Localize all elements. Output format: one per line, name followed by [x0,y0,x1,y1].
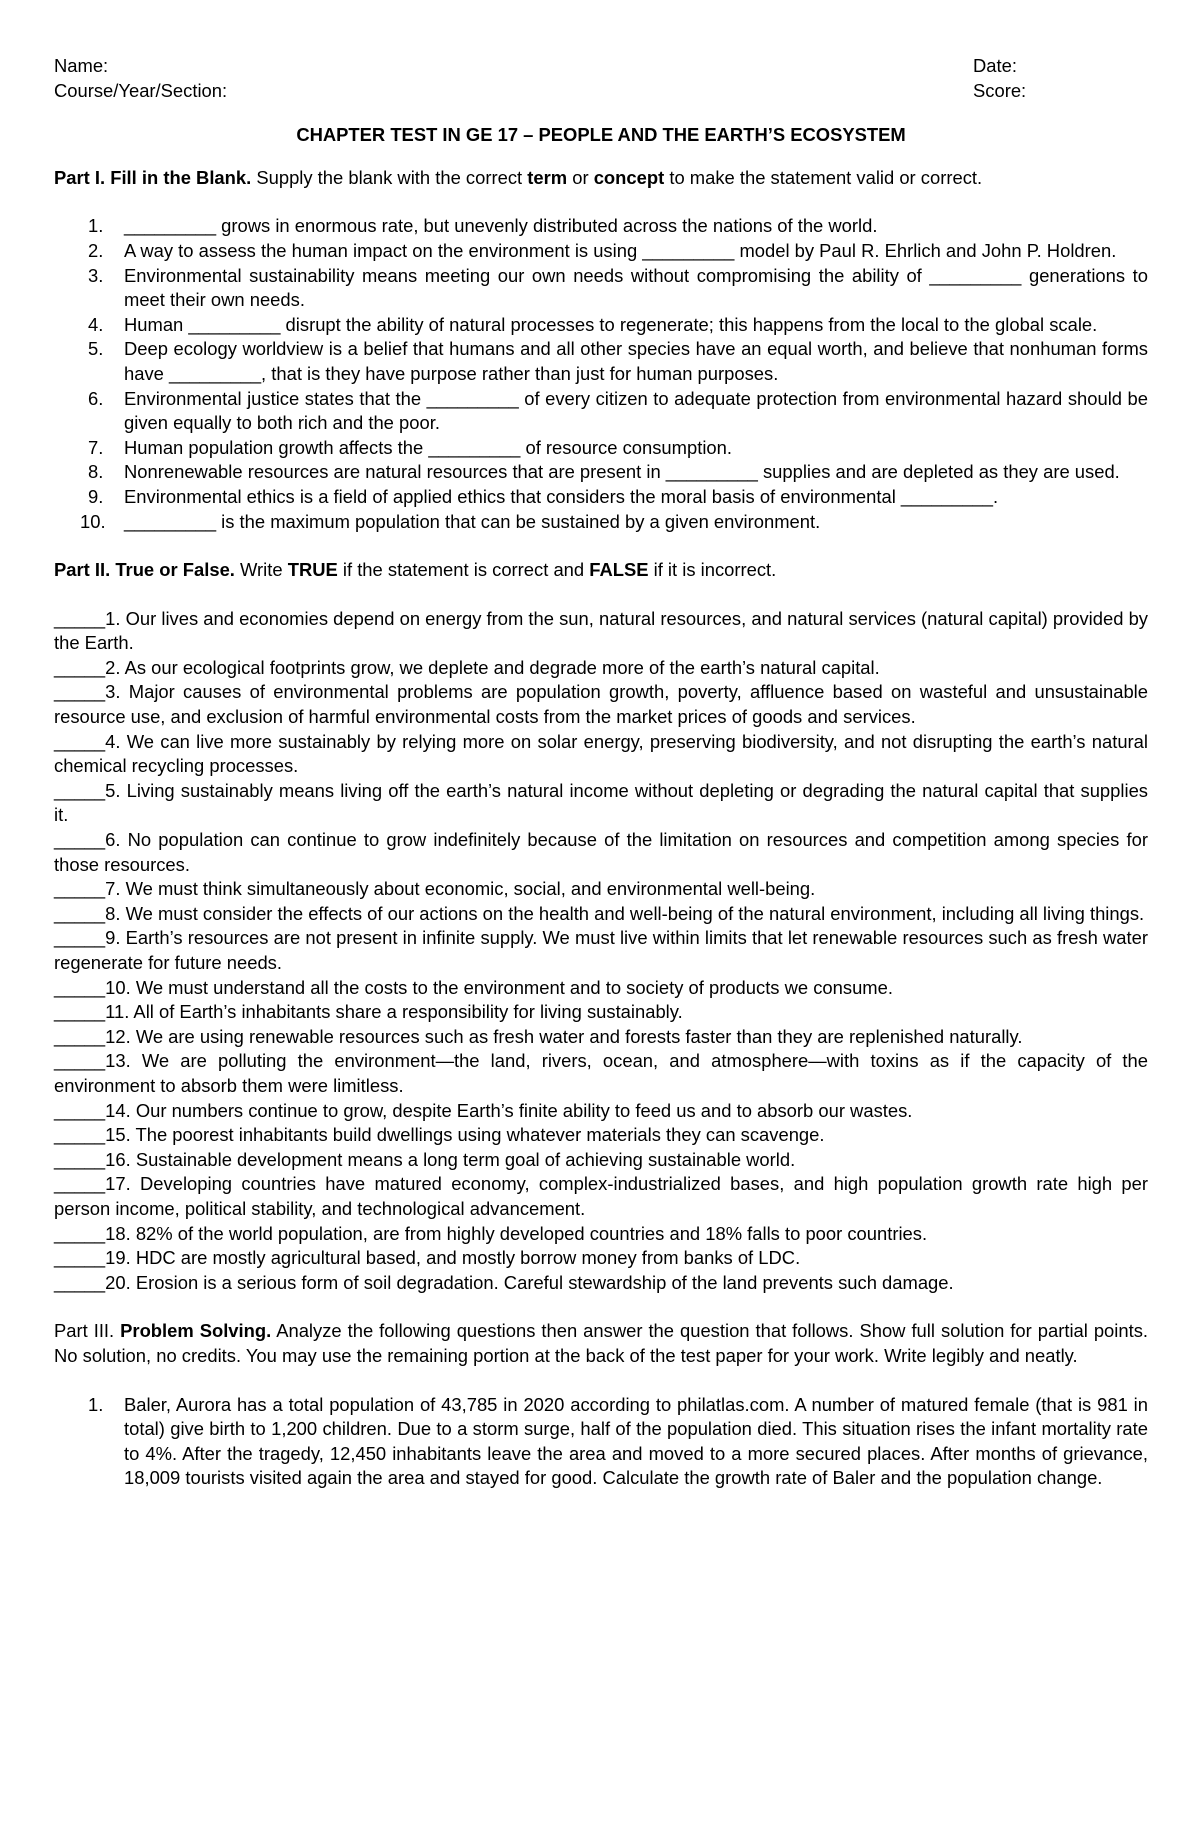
fill-item [54,510,1148,535]
tf-item: _____11. All of Earth’s inhabitants share a responsibility for living sustainably. [54,1001,683,1023]
tf-item: _____19. HDC are mostly agricultural based, and mostly borrow money from banks of LDC. [54,1247,801,1269]
name-label: Name: [54,55,109,76]
tf-item: _____10. We must understand all the costs to the environment and to society of products we consume. [54,976,893,998]
item-text: Environmental justice states that the _________ of every citizen to adequate protection from environmental hazard should be given equally to both rich and the poor. [124,387,1148,434]
tf-item: _____1. Our lives and economies depend on energy from the sun, natural resources, and natural services (natural capital) provided by the Earth. [54,607,1148,654]
fill-item [54,264,1148,313]
tf-item: _____6. No population can continue to grow indefinitely because of the limitation on resources and competition among species for those resources. [54,829,1148,875]
tf-item: _____2. As our ecological footprints grow, we deplete and degrade more of the earth’s natural capital. [54,656,880,678]
fill-item [54,337,1148,386]
header-fields [54,54,1148,103]
header-right [973,54,1148,103]
item-text: Baler, Aurora has a total population of 43,785 in 2020 according to philatlas.com. A number of matured female (that is 981 in total) give birth to 1,200 children. Due to a storm surge, half of the population died. This situation rises the infant mortality rate to 4%. After the tragedy, 12,450 inhabitants leave the area and moved to a more secured places. After months of grievance, 18,009 tourists visited again the area and stayed for good. Calculate the growth rate of Baler and the population change. [124,1393,1148,1489]
fill-item [54,387,1148,436]
part1-instr-c: to make the statement valid or correct. [664,166,983,188]
item-number: 10. [80,510,106,532]
item-number: 1. [88,215,104,237]
test-title: CHAPTER TEST IN GE 17 – PEOPLE AND THE EARTH’S ECOSYSTEM [296,124,906,146]
part1-heading [54,166,1148,191]
tf-item: _____3. Major causes of environmental problems are population growth, poverty, affluence based on wasteful and unsustainable resource use, and exclusion of harmful environmental costs from the market prices of goods and services. [54,681,1148,728]
part1-term: term [527,166,568,188]
date-label: Date: [973,55,1017,76]
item-number: 1. [88,1393,104,1415]
tf-item: _____17. Developing countries have matured economy, complex-industrialized bases, and high population growth rate high per person income, political stability, and technological advancement. [54,1173,1148,1219]
item-text: Deep ecology worldview is a belief that humans and all other species have an equal worth, and believe that nonhuman forms have _________, that is they have purpose rather than just for human purposes. [124,338,1148,384]
fill-item [54,460,1148,485]
tf-item: _____15. The poorest inhabitants build dwellings using whatever materials they can scavenge. [54,1124,825,1146]
part2-list [54,607,1148,1296]
item-number: 2. [88,239,104,261]
part2-instr-a: Write [234,559,288,581]
item-text: _________ grows in enormous rate, but unevenly distributed across the nations of the world. [124,215,878,237]
item-number: 9. [88,485,104,507]
part2-instr-c: if it is incorrect. [648,559,777,581]
fill-item [54,436,1148,461]
item-text: A way to assess the human impact on the environment is using _________ model by Paul R. Ehrlich and John P. Holdren. [124,239,1117,261]
part2-instr-b: if the statement is correct and [337,559,590,581]
item-number: 6. [88,387,104,409]
tf-item: _____9. Earth’s resources are not present in infinite supply. We must live within limits that let renewable resources such as fresh water regenerate for future needs. [54,927,1148,973]
tf-item: _____5. Living sustainably means living off the earth’s natural income without depleting or degrading the natural capital that supplies it. [54,779,1148,826]
part3-instr: Analyze the following questions then answer the question that follows. Show full solution for partial points. No solution, no credits. You may use the remaining portion at the back of the test paper for your work. Write legibly and neatly. [54,1320,1149,1366]
part3-list [54,1393,1148,1491]
item-number: 4. [88,313,104,335]
tf-item: _____13. We are polluting the environment—the land, rivers, ocean, and atmosphere—with toxins as if the capacity of the environment to absorb them were limitless. [54,1050,1148,1096]
part1-concept: concept [593,166,665,188]
fill-item [54,485,1148,510]
part2-false-word: FALSE [589,559,649,581]
part3-heading [54,1319,1148,1368]
item-text: Human _________ disrupt the ability of natural processes to regenerate; this happens from the local to the global scale. [124,313,1098,335]
item-number: 3. [88,264,104,286]
tf-item: _____4. We can live more sustainably by relying more on solar energy, preserving biodiversity, and not disrupting the earth’s natural chemical recycling processes. [54,730,1148,777]
tf-item: _____7. We must think simultaneously about economic, social, and environmental well-being. [54,878,816,900]
score-label: Score: [973,79,1027,101]
tf-item: _____18. 82% of the world population, are from highly developed countries and 18% falls to poor countries. [54,1222,928,1244]
fill-item [54,239,1148,264]
item-text: Environmental sustainability means meeting our own needs without compromising the ability of _________ generations to meet their own needs. [124,264,1148,311]
course-label: Course/Year/Section: [54,79,228,101]
part2-title: Part II. True or False. [54,559,235,581]
item-text: Nonrenewable resources are natural resources that are present in _________ supplies and are depleted as they are used. [124,461,1120,483]
part1-list [54,214,1148,534]
item-text: _________ is the maximum population that can be sustained by a given environment. [124,510,821,532]
tf-item: _____16. Sustainable development means a long term goal of achieving sustainable world. [54,1148,796,1170]
part1-instr-b: or [567,166,594,188]
item-number: 8. [88,461,104,483]
header-left [54,54,227,103]
part2-heading [54,558,1148,583]
part2-true-word: TRUE [287,559,338,581]
tf-item: _____14. Our numbers continue to grow, despite Earth’s finite ability to feed us and to absorb our wastes. [54,1099,913,1121]
item-number: 7. [88,436,104,458]
item-number: 5. [88,338,104,360]
fill-item [54,313,1148,338]
tf-item: _____12. We are using renewable resources such as fresh water and forests faster than they are replenished naturally. [54,1025,1023,1047]
fill-item [54,214,1148,239]
item-text: Environmental ethics is a field of applied ethics that considers the moral basis of environmental _________. [124,485,999,507]
item-text: Human population growth affects the _________ of resource consumption. [124,436,732,458]
part1-title: Part I. Fill in the Blank. [54,166,252,188]
part3-title: Problem Solving. [120,1320,272,1342]
part3-prefix: Part III. [54,1320,121,1342]
tf-item: _____8. We must consider the effects of our actions on the health and well-being of the natural environment, including all living things. [54,902,1145,924]
part1-instr-a: Supply the blank with the correct [251,166,528,188]
problem-item [54,1393,1148,1491]
tf-item: _____20. Erosion is a serious form of soil degradation. Careful stewardship of the land prevents such damage. [54,1271,954,1293]
